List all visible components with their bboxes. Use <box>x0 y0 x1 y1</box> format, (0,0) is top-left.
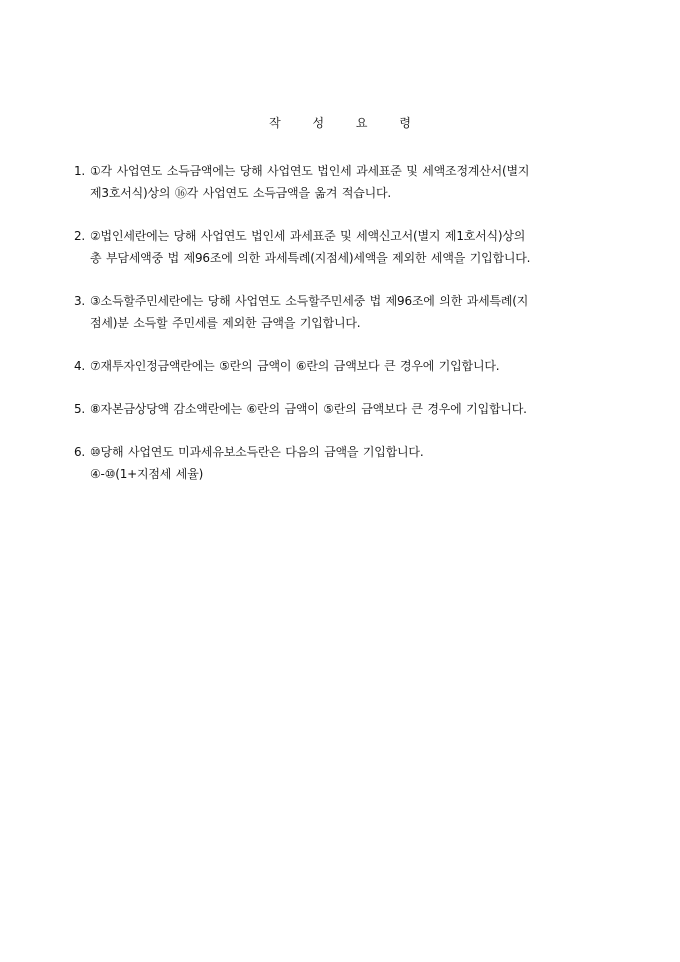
item-line: ③소득할주민세란에는 당해 사업연도 소득할주민세중 법 제96조에 의한 과세특례(지 <box>90 294 529 308</box>
item-formula: ④-⑩(1+지점세 세율) <box>90 467 204 481</box>
item-line: 점세)분 소득할 주민세를 제외한 금액을 기입합니다. <box>90 316 361 330</box>
instruction-item-5 <box>74 398 594 420</box>
instruction-item-1 <box>74 160 594 204</box>
instruction-item-2 <box>74 225 594 269</box>
page-title: 작 성 요 령 <box>269 116 411 130</box>
item-number: 2. <box>74 229 86 243</box>
item-line: 제3호서식)상의 ⑯각 사업연도 소득금액을 옮겨 적습니다. <box>90 186 392 200</box>
item-line: ⑧자본금상당액 감소액란에는 ⑥란의 금액이 ⑤란의 금액보다 큰 경우에 기입합니다. <box>90 402 527 416</box>
item-line: ②법인세란에는 당해 사업연도 법인세 과세표준 및 세액신고서(별지 제1호서식)상의 <box>90 229 526 243</box>
instruction-list <box>74 160 594 485</box>
item-number: 4. <box>74 359 86 373</box>
instruction-item-6 <box>74 441 594 485</box>
item-number: 5. <box>74 402 86 416</box>
item-line: ①각 사업연도 소득금액에는 당해 사업연도 법인세 과세표준 및 세액조정계산서(별지 <box>90 164 530 178</box>
instruction-item-4 <box>74 355 594 377</box>
item-number: 1. <box>74 164 86 178</box>
item-number: 6. <box>74 445 86 459</box>
item-line: 총 부담세액중 법 제96조에 의한 과세특례(지점세)세액을 제외한 세액을 기입합니다. <box>90 251 531 265</box>
item-line: ⑦재투자인정금액란에는 ⑤란의 금액이 ⑥란의 금액보다 큰 경우에 기입합니다. <box>90 359 500 373</box>
item-line: ⑩당해 사업연도 미과세유보소득란은 다음의 금액을 기입합니다. <box>90 445 424 459</box>
instruction-item-3 <box>74 290 594 334</box>
item-number: 3. <box>74 294 86 308</box>
